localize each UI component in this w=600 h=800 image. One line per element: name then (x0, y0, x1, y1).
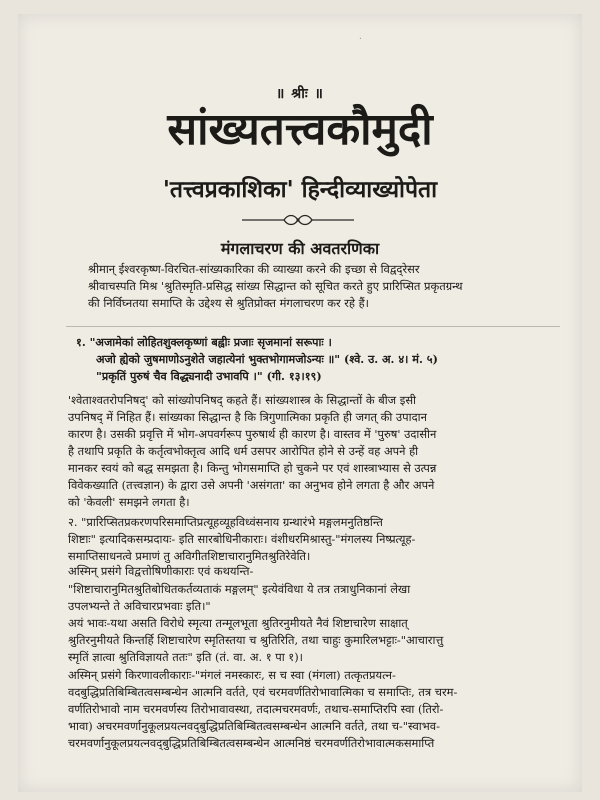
book-page (18, 14, 582, 792)
text-line: २. "प्रारिप्सितप्रकरणपरिसमाप्तिप्रत्यूहव्यूहविध्वंसनाय ग्रन्थारंभे मङ्गलमनुतिष्ठन्ति (68, 515, 383, 529)
invocation: ॥ श्रीः ॥ (276, 86, 324, 102)
intro-line: की निर्विघ्नतया समाप्ति के उद्देश्य से श्रुतिप्रोक्त मंगलाचरण कर रहे हैं। (88, 296, 369, 310)
verse-block (76, 334, 558, 385)
text-line: शिष्टाः" इत्यादिकसम्प्रदायः- इति सारबोधिनीकाराः। वंशीधरमिश्रास्तु-"मंगलस्य निष्प्रत्यूह- (68, 532, 416, 546)
commentary-paragraph-3 (68, 563, 560, 580)
commentary-paragraph-2 (68, 514, 560, 565)
ornament-divider-icon (238, 213, 358, 227)
commentary-paragraph-1 (68, 392, 560, 511)
text-line: भावा) अचरमवर्णानुकूलप्रयत्नवद्‌बुद्धिप्रतिबिम्बितत्वसम्बन्धेन आत्मनि वर्तते, तथा च-"स्वाभव- (68, 719, 440, 733)
book-subtitle: 'तत्त्वप्रकाशिका' हिन्दीव्याख्योपेता (162, 176, 438, 203)
text-line: को 'केवली' समझने लगता है। (68, 495, 190, 509)
divider-rule (66, 326, 560, 327)
text-line: समाप्तिसाधनत्वे प्रमाणं तु अविगीतशिष्टाचारानुमितश्रुतिरेवेति। (68, 549, 311, 563)
verse-line: १. "अजामेकां लोहितशुक्लकृष्णां बह्वीः प्रजाः सृजमानां सरूपाः । (76, 335, 332, 349)
section-heading: मंगलाचरण की अवतरणिका (220, 239, 380, 258)
text-line: वदबुद्धिप्रतिबिम्बितत्वसम्बन्धेन आत्मनि वर्तते, एवं चरमवर्णतिरोभावात्मिका च समाप्तिः, तत्र चरम- (68, 685, 458, 699)
commentary-paragraph-5 (68, 667, 560, 752)
text-line: है तथापि प्रकृति के कर्तृत्वभोक्तृत्व आदि धर्म उसपर आरोपित होने से उन्हें वह अपने ही (68, 444, 419, 458)
text-line: कारण है। उसकी प्रवृत्ति में भोग-अपवर्गरूप पुरुषार्थ ही कारण है। वास्तव में 'पुरुष' उदासीन (68, 427, 437, 441)
text-line: 'श्वेताश्वतरोपनिषद्' को सांख्योपनिषद् कहते हैं। सांख्यशास्त्र के सिद्धान्तों के बीज इसी (68, 393, 416, 407)
verse-line: अजो ह्येको जुषमाणोऽनुशेते जहात्येनां भुक्तभोगामजोऽन्यः ॥" (श्वे. उ. अ. ४। मं. ५) (96, 352, 438, 366)
text-line: वर्णतिरोभावो नाम चरमवर्णस्य तिरोभावावस्था, तदात्मचरमवर्णः, तथाच-समाप्तिरपि स्वा (तिरो- (68, 702, 444, 716)
text-line: उपनिषद् में निहित हैं। सांख्यका सिद्धान्त है कि त्रिगुणात्मिका प्रकृति ही जगत् की उपादान (68, 410, 427, 424)
text-line: अयं भावः-यथा असति विरोधे स्मृत्या तन्मूलभूता श्रुतिरनुमीयते नैवं शिष्टाचारेण साक्षात् (68, 616, 408, 630)
text-line: चरमवर्णानुकूलप्रयत्नवद्‌बुद्धिप्रतिबिम्बितत्वसम्बन्धेन आत्मनिष्ठं चरमवर्णतिरोभावात्मकसमाप्ति (68, 736, 435, 750)
text-line: स्मृतिं ज्ञात्वा श्रुतिविज्ञायते ततः" इति (तं. वा. अ. १ पा १)। (68, 650, 303, 664)
intro-paragraph (68, 261, 560, 312)
intro-line: श्रीवाचस्पति मिश्र 'श्रुतिस्मृति-प्रसिद्ध सांख्य सिद्धान्त को सूचित करते हुए प्रारिप्सित प्रकृतग्रन्थ (88, 279, 463, 293)
page-margin-mark: · (358, 34, 362, 45)
text-line: अस्मिन् प्रसंगे विद्वत्तोषिणीकाराः एवं कथयन्ति- (68, 564, 254, 578)
commentary-paragraph-4 (68, 581, 560, 666)
verse-line: "प्रकृतिं पुरुषं चैव विद्ध्यनादी उभावपि ।" (गी. १३।१९) (96, 369, 322, 383)
text-line: श्रुतिरनुमीयते किन्तर्हि शिष्टाचारेण स्मृतिस्तया च श्रुतिरिति, तथा चाहुः कुमारिलभट्टाः-"आचारात्तु (68, 633, 444, 647)
text-line: "शिष्टाचारानुमितश्रुतिबोधितकर्तव्यताकं मङ्गलम्" इत्येवंविधा ये तत्र तत्राधुनिकानां लेखा (68, 582, 411, 596)
intro-line: श्रीमान् ईश्वरकृष्ण-विरचित-सांख्यकारिका की व्याख्या करने की इच्छा से विद्वद्‌रेसर (88, 262, 420, 276)
text-line: अस्मिन् प्रसंगे किरणावलीकाराः-"मंगलं नमस्कारः, स च स्वा (मंगला) तत्कृतप्रयत्न- (68, 668, 396, 682)
text-line: विवेकख्याति (तत्त्वज्ञान) के द्वारा उसे अपनी 'असंगता' का अनुभव होने लगता है और अपने (68, 478, 435, 492)
text-line: उपलभ्यन्ते ते अविचारप्रभवाः इति।" (68, 599, 211, 613)
text-line: मानकर स्वयं को बद्ध समझता है। किन्तु भोगसमाप्ति हो चुकने पर एवं शास्त्राभ्यास से उत्पन्न (68, 461, 437, 475)
book-title: सांख्यतत्त्वकौमुदी (167, 104, 433, 155)
